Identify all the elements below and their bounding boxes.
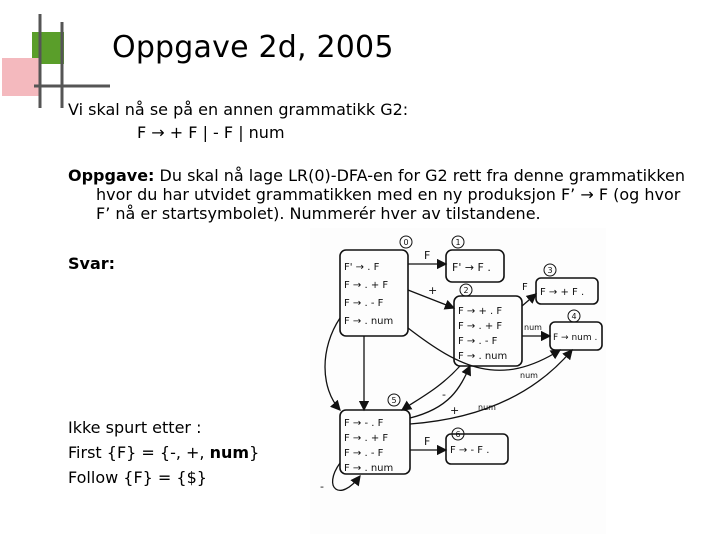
edge-2-3-label: F xyxy=(522,282,528,293)
edge-2-5-label: - xyxy=(442,388,446,401)
edge-5-2-label: + xyxy=(450,404,460,417)
svg-text:4: 4 xyxy=(571,312,577,321)
edge-0-4-label: num xyxy=(520,371,538,380)
svg-text:0: 0 xyxy=(403,238,409,247)
state-0-item-3: F → . num xyxy=(344,316,394,327)
task-line-1 xyxy=(68,166,685,185)
edge-0-1-label: F xyxy=(424,249,431,262)
edge-5-4-label: num xyxy=(478,403,496,412)
edge-0-2-label: + xyxy=(428,284,438,297)
task-line-3: F’ nå er startsymbolet). Nummerér hver av tilstandene. xyxy=(96,204,541,223)
task-line1-text: Du skal nå lage LR(0)-DFA-en for G2 rett fra denne grammatikken xyxy=(154,166,685,185)
task-text xyxy=(68,166,708,223)
state-5-item-3: F → . num xyxy=(344,463,394,474)
edge-5-6-label: F xyxy=(424,435,431,448)
edge-5-5-label: - xyxy=(320,480,324,493)
grammar-line: F → + F | - F | num xyxy=(137,123,285,142)
state-4-item-0: F → num . xyxy=(553,333,598,343)
svg-text:6: 6 xyxy=(455,430,461,439)
follow-set: Follow {F} = {$} xyxy=(68,468,207,487)
svg-text:1: 1 xyxy=(455,238,461,247)
state-2-item-3: F → . num xyxy=(458,351,508,362)
state-5-item-0: F → - . F xyxy=(344,418,384,429)
lr0-dfa-diagram xyxy=(310,228,606,534)
intro-text: Vi skal nå se på en annen grammatikk G2: xyxy=(68,100,409,119)
svg-text:3: 3 xyxy=(547,266,553,275)
slide-title: Oppgave 2d, 2005 xyxy=(112,30,394,65)
svg-text:2: 2 xyxy=(463,286,469,295)
first-suffix: } xyxy=(249,443,260,462)
state-6-item-0: F → - F . xyxy=(450,445,490,456)
state-5-item-1: F → . + F xyxy=(344,433,389,444)
not-asked-label: Ikke spurt etter : xyxy=(68,418,202,437)
state-5-item-2: F → . - F xyxy=(344,448,384,459)
state-1-item-0: F' → F . xyxy=(452,261,491,274)
state-2-item-2: F → . - F xyxy=(458,336,498,347)
answer-label: Svar: xyxy=(68,254,116,273)
state-0-item-1: F → . + F xyxy=(344,280,389,291)
state-2-item-0: F → + . F xyxy=(458,306,503,317)
first-num: num xyxy=(209,443,250,462)
first-prefix: First {F} = {-, +, xyxy=(68,443,210,462)
task-line-2: hvor du har utvidet grammatikken med en ny produksjon F’ → F (og hvor xyxy=(96,185,681,204)
state-0-item-2: F → . - F xyxy=(344,298,384,309)
corner-decoration xyxy=(0,0,110,110)
state-0-item-0: F' → . F xyxy=(344,262,380,273)
state-2-item-1: F → . + F xyxy=(458,321,503,332)
state-3-item-0: F → + F . xyxy=(540,287,585,298)
task-label: Oppgave: xyxy=(68,166,155,185)
pink-square xyxy=(2,58,40,96)
first-set xyxy=(68,443,259,462)
edge-2-4-label: num xyxy=(524,323,542,332)
svg-text:5: 5 xyxy=(391,396,397,405)
